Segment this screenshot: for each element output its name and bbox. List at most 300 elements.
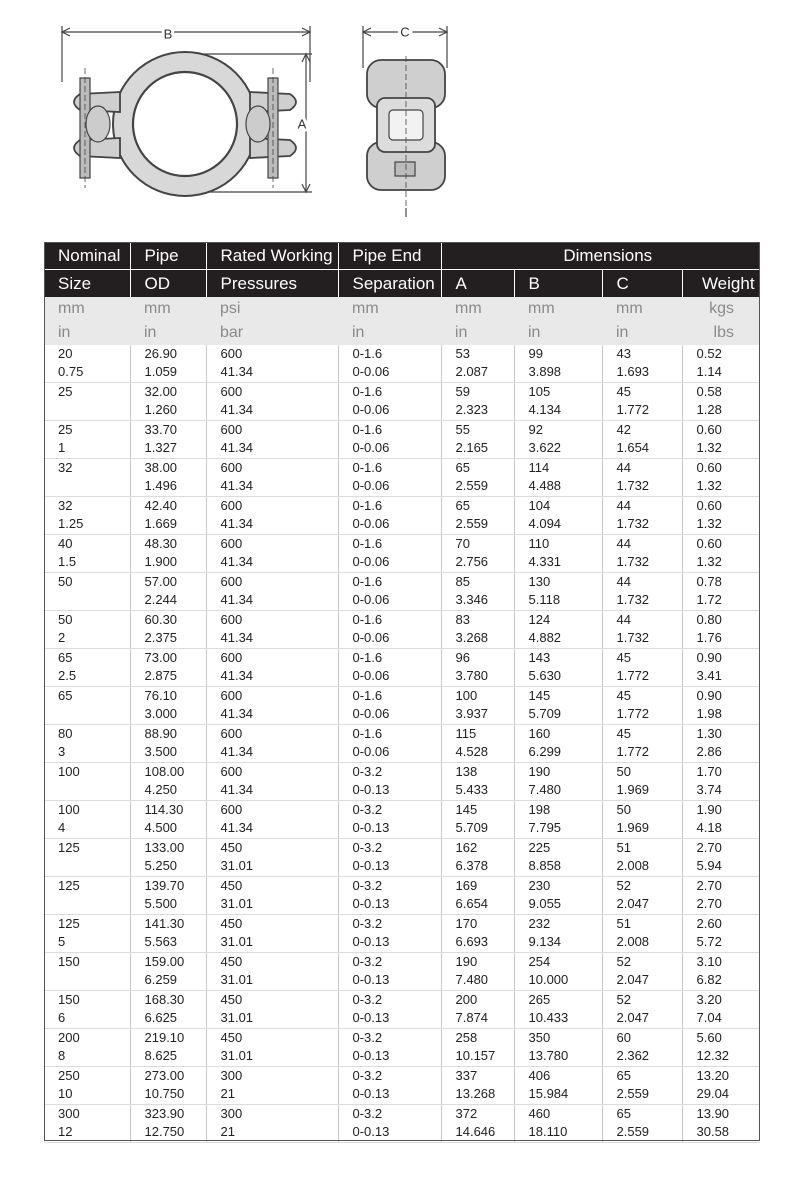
table-cell — [682, 877, 760, 915]
cell-imperial-value: 2.047 — [616, 1010, 650, 1025]
cell-imperial-value: 31.01 — [220, 972, 254, 987]
cell-imperial-value: 4.134 — [528, 402, 562, 417]
unit-secondary: in — [352, 324, 365, 341]
table-cell — [44, 801, 130, 839]
cell-metric-value: 0-3.2 — [352, 878, 383, 893]
table-cell — [514, 725, 602, 763]
cell-imperial-value: 10 — [58, 1086, 73, 1101]
cell-imperial-value: 1.260 — [144, 402, 178, 417]
cell-metric-value: 38.00 — [144, 460, 178, 475]
cell-metric-value: 65 — [455, 498, 470, 513]
cell-metric-value: 114 — [528, 460, 550, 475]
cell-metric-value: 150 — [58, 992, 80, 1007]
table-cell — [682, 345, 760, 383]
table-cell — [602, 915, 682, 953]
cell-metric-value: 52 — [616, 992, 631, 1007]
cell-metric-value: 60 — [616, 1030, 631, 1045]
cell-metric-value: 59 — [455, 384, 470, 399]
cell-metric-value: 32.00 — [144, 384, 178, 399]
cell-imperial-value: 1.32 — [696, 516, 722, 531]
cell-metric-value: 600 — [220, 612, 243, 627]
cell-metric-value: 450 — [220, 916, 243, 931]
cell-metric-value: 110 — [528, 536, 550, 551]
cell-imperial-value: 21 — [220, 1124, 235, 1139]
cell-imperial-value: 5.250 — [144, 858, 178, 873]
cell-imperial-value: 1.669 — [144, 516, 178, 531]
cell-imperial-value: 1.969 — [616, 782, 650, 797]
table-cell — [44, 611, 130, 649]
table-cell — [682, 459, 760, 497]
cell-imperial-value: 41.34 — [220, 478, 254, 493]
table-cell — [682, 1067, 760, 1105]
cell-imperial-value — [58, 705, 130, 723]
cell-imperial-value: 0-0.13 — [352, 820, 390, 835]
cell-imperial-value: 4.528 — [455, 744, 489, 759]
cell-imperial-value: 8.625 — [144, 1048, 178, 1063]
header-pressures: Pressures — [206, 270, 338, 298]
cell-imperial-value: 1.732 — [616, 630, 650, 645]
cell-metric-value: 1.30 — [696, 726, 722, 741]
cell-imperial-value: 4.250 — [144, 782, 178, 797]
cell-metric-value: 115 — [455, 726, 477, 741]
unit-secondary: in — [144, 324, 157, 341]
unit-secondary: lbs — [713, 324, 734, 341]
cell-imperial-value: 3.346 — [455, 592, 489, 607]
cell-metric-value: 65 — [58, 688, 73, 703]
table-cell — [44, 573, 130, 611]
cell-metric-value: 0-1.6 — [352, 726, 383, 741]
table-cell — [602, 459, 682, 497]
cell-metric-value: 258 — [455, 1030, 478, 1045]
table-cell — [338, 801, 441, 839]
cell-metric-value: 92 — [528, 422, 543, 437]
cell-metric-value: 45 — [616, 688, 631, 703]
cell-metric-value: 42 — [616, 422, 631, 437]
cell-imperial-value: 3.268 — [455, 630, 489, 645]
table-cell — [682, 725, 760, 763]
header-weight: Weight — [682, 270, 760, 298]
cell-imperial-value: 3.622 — [528, 440, 562, 455]
cell-imperial-value — [58, 971, 130, 989]
table-cell — [514, 611, 602, 649]
cell-imperial-value: 4.882 — [528, 630, 562, 645]
cell-imperial-value: 31.01 — [220, 1048, 254, 1063]
cell-metric-value: 337 — [455, 1068, 478, 1083]
table-row — [44, 459, 760, 497]
table-cell — [441, 687, 514, 725]
cell-metric-value: 600 — [220, 536, 243, 551]
table-cell — [514, 459, 602, 497]
table-cell — [44, 725, 130, 763]
cell-metric-value: 450 — [220, 1030, 243, 1045]
unit-primary: mm — [616, 300, 643, 317]
table-row — [44, 953, 760, 991]
cell-metric-value: 0.58 — [696, 384, 722, 399]
table-cell — [682, 991, 760, 1029]
cell-imperial-value: 4 — [58, 820, 66, 835]
cell-metric-value: 0-1.6 — [352, 346, 383, 361]
header-separation: Separation — [338, 270, 441, 298]
cell-imperial-value: 5.118 — [528, 592, 561, 607]
unit-primary: psi — [220, 300, 241, 317]
header-a: A — [441, 270, 514, 298]
cell-metric-value: 0-3.2 — [352, 1068, 383, 1083]
cell-metric-value: 0-3.2 — [352, 916, 383, 931]
cell-imperial-value: 0-0.13 — [352, 1124, 390, 1139]
table-cell — [44, 535, 130, 573]
dimension-c-label: C — [400, 24, 410, 40]
cell-metric-value: 600 — [220, 384, 243, 399]
cell-imperial-value: 1.772 — [616, 706, 650, 721]
unit-cell — [338, 297, 441, 345]
cell-imperial-value: 0-0.06 — [352, 478, 390, 493]
table-cell — [441, 877, 514, 915]
table-cell — [514, 649, 602, 687]
table-cell — [130, 763, 206, 801]
cell-imperial-value: 2.756 — [455, 554, 489, 569]
cell-imperial-value: 0-0.06 — [352, 440, 390, 455]
cell-imperial-value: 6 — [58, 1010, 66, 1025]
header-pipe-end: Pipe End — [338, 242, 441, 270]
cell-imperial-value: 0-0.13 — [352, 934, 390, 949]
table-cell — [602, 421, 682, 459]
cell-metric-value: 139.70 — [144, 878, 185, 893]
cell-metric-value: 0-1.6 — [352, 422, 383, 437]
table-cell — [130, 877, 206, 915]
table-cell — [206, 459, 338, 497]
cell-imperial-value: 0-0.06 — [352, 630, 390, 645]
coupling-front-view-drawing — [40, 12, 330, 222]
cell-imperial-value: 1.28 — [696, 402, 722, 417]
cell-metric-value: 52 — [616, 954, 631, 969]
table-cell — [338, 839, 441, 877]
cell-imperial-value: 41.34 — [220, 744, 254, 759]
table-cell — [682, 421, 760, 459]
cell-imperial-value: 1.32 — [696, 554, 722, 569]
cell-imperial-value: 1 — [58, 440, 66, 455]
cell-imperial-value: 2.087 — [455, 364, 489, 379]
cell-imperial-value: 3.000 — [144, 706, 178, 721]
table-cell — [514, 1029, 602, 1067]
cell-imperial-value: 1.14 — [696, 364, 722, 379]
table-cell — [338, 649, 441, 687]
unit-primary: mm — [352, 300, 379, 317]
table-cell — [514, 345, 602, 383]
cell-imperial-value: 10.000 — [528, 972, 569, 987]
table-cell — [602, 687, 682, 725]
table-row — [44, 915, 760, 953]
cell-metric-value: 60.30 — [144, 612, 178, 627]
table-cell — [206, 687, 338, 725]
cell-imperial-value: 1.25 — [58, 516, 84, 531]
cell-imperial-value: 31.01 — [220, 896, 254, 911]
cell-imperial-value: 5.630 — [528, 668, 562, 683]
cell-metric-value: 50 — [58, 612, 73, 627]
table-cell — [338, 535, 441, 573]
cell-imperial-value: 1.32 — [696, 440, 722, 455]
cell-imperial-value: 31.01 — [220, 858, 254, 873]
table-cell — [206, 801, 338, 839]
cell-metric-value: 13.20 — [696, 1068, 730, 1083]
cell-imperial-value: 4.094 — [528, 516, 562, 531]
table-cell — [130, 991, 206, 1029]
table-cell — [602, 801, 682, 839]
cell-imperial-value: 1.772 — [616, 402, 650, 417]
cell-imperial-value: 1.732 — [616, 478, 650, 493]
cell-metric-value: 51 — [616, 840, 631, 855]
table-cell — [338, 877, 441, 915]
table-cell — [514, 839, 602, 877]
cell-imperial-value: 1.059 — [144, 364, 178, 379]
cell-metric-value: 162 — [455, 840, 478, 855]
cell-imperial-value: 41.34 — [220, 630, 254, 645]
table-cell — [514, 687, 602, 725]
cell-imperial-value — [58, 895, 130, 913]
cell-metric-value: 125 — [58, 878, 80, 893]
cell-metric-value: 143 — [528, 650, 551, 665]
cell-imperial-value: 13.268 — [455, 1086, 496, 1101]
cell-imperial-value: 0-0.13 — [352, 896, 390, 911]
cell-metric-value: 2.70 — [696, 878, 722, 893]
cell-metric-value: 52 — [616, 878, 631, 893]
table-cell — [206, 839, 338, 877]
table-cell — [682, 763, 760, 801]
cell-imperial-value: 2.362 — [616, 1048, 650, 1063]
cell-metric-value: 100 — [58, 802, 80, 817]
cell-imperial-value: 6.259 — [144, 972, 178, 987]
cell-imperial-value: 6.299 — [528, 744, 562, 759]
unit-cell — [206, 297, 338, 345]
cell-imperial-value: 41.34 — [220, 554, 254, 569]
cell-metric-value: 600 — [220, 726, 243, 741]
table-cell — [206, 1029, 338, 1067]
cell-metric-value: 0.52 — [696, 346, 722, 361]
cell-imperial-value: 0-0.13 — [352, 858, 390, 873]
table-cell — [682, 1105, 760, 1143]
cell-imperial-value: 0-0.13 — [352, 972, 390, 987]
cell-imperial-value: 2.047 — [616, 896, 650, 911]
cell-metric-value: 2.60 — [696, 916, 722, 931]
header-dimensions: Dimensions — [441, 242, 760, 270]
table-cell — [130, 383, 206, 421]
table-cell — [514, 421, 602, 459]
cell-metric-value: 0-3.2 — [352, 1030, 383, 1045]
cell-metric-value: 3.20 — [696, 992, 722, 1007]
table-cell — [682, 687, 760, 725]
cell-metric-value: 138 — [455, 764, 478, 779]
cell-metric-value: 300 — [220, 1106, 243, 1121]
cell-metric-value: 0-3.2 — [352, 1106, 383, 1121]
cell-imperial-value: 6.625 — [144, 1010, 178, 1025]
table-cell — [682, 915, 760, 953]
cell-metric-value: 600 — [220, 574, 243, 589]
cell-metric-value: 273.00 — [144, 1068, 185, 1083]
cell-metric-value: 600 — [220, 498, 243, 513]
cell-imperial-value: 2.875 — [144, 668, 178, 683]
cell-imperial-value: 1.98 — [696, 706, 722, 721]
table-row — [44, 421, 760, 459]
cell-metric-value: 45 — [616, 650, 631, 665]
table-cell — [602, 1105, 682, 1143]
cell-metric-value: 50 — [58, 574, 73, 589]
header-b: B — [514, 270, 602, 298]
table-row — [44, 877, 760, 915]
table-cell — [44, 953, 130, 991]
cell-metric-value: 159.00 — [144, 954, 185, 969]
table-cell — [602, 839, 682, 877]
table-cell — [338, 345, 441, 383]
cell-imperial-value: 3.780 — [455, 668, 489, 683]
cell-imperial-value: 7.874 — [455, 1010, 489, 1025]
table-cell — [602, 611, 682, 649]
table-cell — [338, 953, 441, 991]
cell-metric-value: 43 — [616, 346, 631, 361]
cell-imperial-value: 30.58 — [696, 1124, 730, 1139]
table-row — [44, 991, 760, 1029]
cell-metric-value: 130 — [528, 574, 551, 589]
cell-imperial-value: 2.5 — [58, 668, 77, 683]
spec-table-body — [44, 345, 760, 1143]
cell-imperial-value — [58, 401, 130, 419]
cell-metric-value: 450 — [220, 840, 243, 855]
table-cell — [44, 421, 130, 459]
units-row — [44, 297, 760, 345]
table-cell — [130, 611, 206, 649]
cell-metric-value: 145 — [528, 688, 551, 703]
cell-metric-value: 32 — [58, 498, 73, 513]
cell-metric-value: 0.60 — [696, 536, 722, 551]
table-cell — [602, 953, 682, 991]
cell-metric-value: 25 — [58, 384, 73, 399]
cell-imperial-value: 5.500 — [144, 896, 178, 911]
table-row — [44, 649, 760, 687]
cell-imperial-value: 8 — [58, 1048, 66, 1063]
cell-imperial-value: 5.433 — [455, 782, 489, 797]
table-cell — [44, 383, 130, 421]
header-nominal: Nominal — [44, 242, 130, 270]
table-cell — [206, 991, 338, 1029]
table-cell — [441, 535, 514, 573]
unit-cell — [130, 297, 206, 345]
cell-metric-value: 2.70 — [696, 840, 722, 855]
table-cell — [338, 383, 441, 421]
cell-imperial-value: 12.750 — [144, 1124, 185, 1139]
header-rated-working: Rated Working — [206, 242, 338, 270]
cell-imperial-value — [58, 781, 130, 799]
cell-imperial-value: 0-0.06 — [352, 402, 390, 417]
table-cell — [682, 573, 760, 611]
cell-metric-value: 125 — [58, 916, 80, 931]
cell-imperial-value: 2.165 — [455, 440, 489, 455]
cell-imperial-value: 6.693 — [455, 934, 489, 949]
cell-metric-value: 124 — [528, 612, 551, 627]
cell-metric-value: 0-3.2 — [352, 840, 383, 855]
cell-imperial-value — [58, 857, 130, 875]
table-cell — [206, 345, 338, 383]
cell-metric-value: 26.90 — [144, 346, 178, 361]
cell-metric-value: 323.90 — [144, 1106, 185, 1121]
table-cell — [130, 497, 206, 535]
cell-metric-value: 104 — [528, 498, 551, 513]
cell-metric-value: 48.30 — [144, 536, 178, 551]
table-cell — [441, 383, 514, 421]
table-cell — [130, 535, 206, 573]
table-cell — [338, 459, 441, 497]
cell-metric-value: 600 — [220, 460, 243, 475]
table-row — [44, 839, 760, 877]
table-cell — [682, 801, 760, 839]
table-cell — [682, 649, 760, 687]
table-row — [44, 763, 760, 801]
cell-imperial-value: 5 — [58, 934, 66, 949]
table-cell — [44, 991, 130, 1029]
cell-metric-value: 450 — [220, 878, 243, 893]
cell-imperial-value: 41.34 — [220, 706, 254, 721]
table-row — [44, 611, 760, 649]
table-cell — [130, 1105, 206, 1143]
cell-imperial-value: 21 — [220, 1086, 235, 1101]
cell-imperial-value: 41.34 — [220, 516, 254, 531]
cell-imperial-value: 2.559 — [616, 1086, 650, 1101]
table-cell — [441, 345, 514, 383]
cell-metric-value: 0.78 — [696, 574, 722, 589]
cell-imperial-value: 41.34 — [220, 402, 254, 417]
cell-metric-value: 125 — [58, 840, 80, 855]
cell-metric-value: 600 — [220, 688, 243, 703]
table-row — [44, 383, 760, 421]
cell-imperial-value: 10.433 — [528, 1010, 569, 1025]
cell-metric-value: 406 — [528, 1068, 551, 1083]
cell-metric-value: 0-3.2 — [352, 802, 383, 817]
unit-secondary: in — [455, 324, 468, 341]
cell-metric-value: 350 — [528, 1030, 551, 1045]
cell-metric-value: 114.30 — [144, 802, 184, 817]
cell-metric-value: 169 — [455, 878, 478, 893]
table-cell — [514, 991, 602, 1029]
cell-imperial-value: 1.772 — [616, 668, 650, 683]
table-cell — [338, 991, 441, 1029]
table-cell — [206, 1105, 338, 1143]
table-cell — [130, 573, 206, 611]
table-cell — [602, 573, 682, 611]
cell-metric-value: 190 — [528, 764, 551, 779]
cell-imperial-value: 2.244 — [144, 592, 178, 607]
table-cell — [206, 763, 338, 801]
cell-imperial-value: 2.047 — [616, 972, 650, 987]
unit-cell — [602, 297, 682, 345]
table-cell — [338, 1105, 441, 1143]
cell-metric-value: 44 — [616, 574, 631, 589]
table-cell — [602, 763, 682, 801]
table-cell — [338, 915, 441, 953]
cell-imperial-value: 7.04 — [696, 1010, 722, 1025]
cell-imperial-value: 3.74 — [696, 782, 722, 797]
unit-secondary: in — [616, 324, 629, 341]
unit-cell — [682, 297, 760, 345]
cell-imperial-value: 0-0.13 — [352, 1048, 390, 1063]
table-cell — [338, 497, 441, 535]
cell-imperial-value: 1.772 — [616, 744, 650, 759]
cell-metric-value: 25 — [58, 422, 73, 437]
cell-imperial-value: 13.780 — [528, 1048, 569, 1063]
table-cell — [441, 725, 514, 763]
cell-imperial-value: 6.654 — [455, 896, 489, 911]
cell-metric-value: 0-3.2 — [352, 992, 383, 1007]
table-cell — [130, 915, 206, 953]
cell-imperial-value: 7.480 — [528, 782, 562, 797]
cell-imperial-value: 1.5 — [58, 554, 77, 569]
table-row — [44, 687, 760, 725]
